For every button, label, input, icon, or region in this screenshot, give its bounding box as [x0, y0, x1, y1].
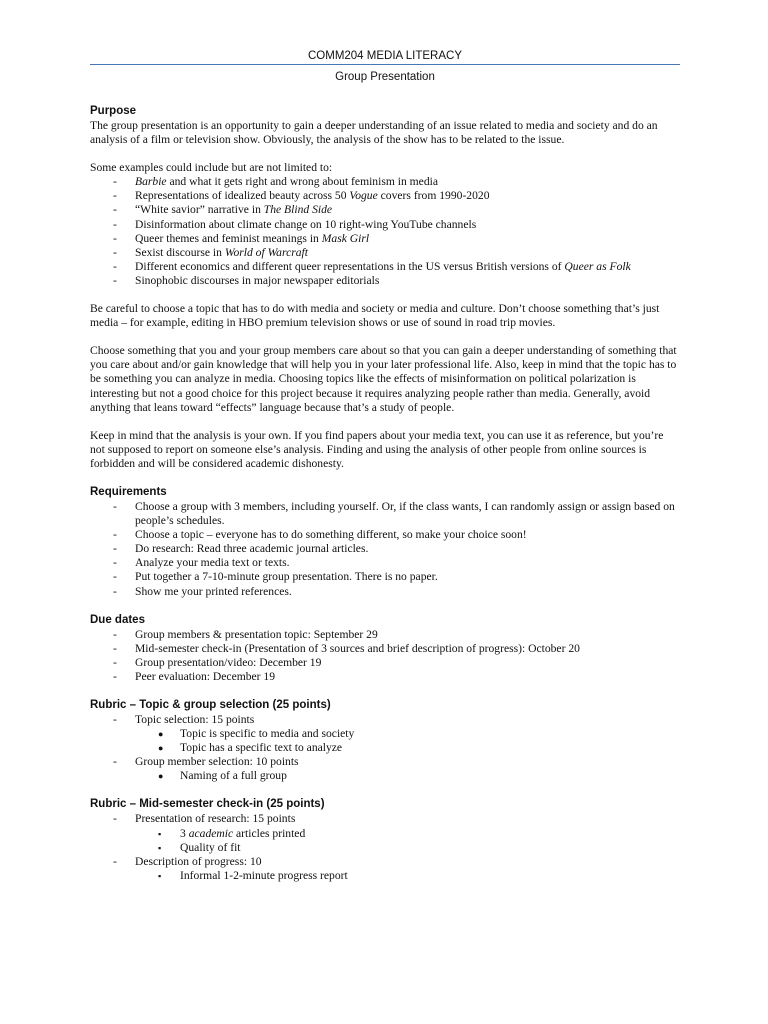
list-item: - Choose a topic – everyone has to do something different, so make your choice soon! — [113, 528, 527, 542]
rubric-midterm-heading: Rubric – Mid-semester check-in (25 points) — [90, 798, 325, 811]
list-item: - Analyze your media text or texts. — [113, 556, 290, 570]
rubric-topic-list — [90, 713, 680, 783]
list-item: - Sexist discourse in World of Warcraft — [113, 245, 308, 259]
due-dates-heading: Due dates — [90, 613, 145, 626]
requirements-list — [90, 500, 680, 599]
list-subitem: ● Topic is specific to media and society — [158, 727, 355, 741]
list-item: - Presentation of research: 15 points — [113, 812, 296, 826]
list-item: - Mid-semester check-in (Presentation of 3 sources and brief description of progress): October 20 — [113, 641, 580, 655]
list-item: - Queer themes and feminist meanings in Mask Girl — [113, 231, 370, 245]
due-dates-list — [90, 628, 680, 684]
list-item: - Barbie and what it gets right and wrong about feminism in media — [113, 175, 438, 189]
list-subitem: ● Topic has a specific text to analyze — [158, 741, 343, 755]
rubric-topic-heading: Rubric – Topic & group selection (25 points) — [90, 699, 331, 711]
rubric-midterm-list — [90, 812, 680, 882]
list-subitem: ▪ Informal 1-2-minute progress report — [158, 868, 348, 882]
list-item: - Different economics and different queer representations in the US versus British versions of Queer as Folk — [113, 259, 631, 273]
document-header — [90, 48, 680, 85]
list-subitem: ▪ 3 academic articles printed — [158, 826, 306, 840]
list-item: - Sinophobic discourses in major newspaper editorials — [113, 273, 380, 287]
list-item: - Show me your printed references. — [113, 584, 292, 598]
purpose-paragraph-1: The group presentation is an opportunity to gain a deeper understanding of an issue related to media and society and do an analysis of a film or television show. Obviously, the analysis of the show has to be related to the issue. — [90, 119, 658, 147]
list-item: - Description of progress: 10 — [113, 854, 262, 868]
list-item: - Do research: Read three academic journal articles. — [113, 542, 369, 556]
purpose-paragraph-4: Keep in mind that the analysis is your own. If you find papers about your media text, you can use it as reference, but you’re not supposed to report on someone else’s analysis. Finding and using the analysis of other people from online sources is forbidden and will be considered academic dishonesty. — [90, 428, 664, 470]
document-body — [90, 104, 680, 883]
list-subitem: ▪ Quality of fit — [158, 840, 241, 854]
list-item: - Put together a 7-10-minute group presentation. There is no paper. — [113, 570, 438, 584]
list-item: - Choose a group with 3 members, including yourself. Or, if the class wants, I can randomly assign or assign based on people’s schedules. — [113, 499, 675, 528]
purpose-paragraph-2: Be careful to choose a topic that has to do with media and society or media and culture. Don’t choose something that’s just media – for example, editing in HBO premium television shows or use of sound in road trip movies. — [90, 302, 660, 330]
header-rule — [90, 64, 680, 65]
list-item: - Topic selection: 15 points — [113, 713, 255, 726]
examples-list — [90, 175, 680, 288]
list-item: - Peer evaluation: December 19 — [113, 669, 276, 683]
list-item: - Group presentation/video: December 19 — [113, 655, 322, 669]
list-item: - Group member selection: 10 points — [113, 755, 299, 769]
requirements-heading: Requirements — [90, 485, 167, 498]
purpose-paragraph-3: Choose something that you and your group members care about so that you can gain a deeper understanding of something that you care about and/or gain knowledge that will help you in your later professional life. Also, keep in mind that the topic has to be something you can analyze in media. Choosing topics like the effects of misinformation on political polarization is interesting but not a good choice for this project because it requires analyzing people rather than media. Generally, avoid anything that leans toward “effects” language because that’s a study of people. — [90, 344, 677, 414]
list-subitem: ● Naming of a full group — [158, 769, 287, 783]
list-item: - Group members & presentation topic: September 29 — [113, 627, 378, 641]
course-title: COMM204 MEDIA LITERACY — [307, 50, 462, 62]
list-item: - Disinformation about climate change on 10 right-wing YouTube channels — [113, 217, 477, 231]
purpose-heading: Purpose — [90, 105, 137, 117]
document-subtitle: Group Presentation — [335, 71, 435, 83]
list-item: - Representations of idealized beauty across 50 Vogue covers from 1990-2020 — [113, 189, 490, 203]
examples-intro: Some examples could include but are not limited to: — [90, 161, 333, 175]
list-item: - “White savior” narrative in The Blind Side — [113, 203, 333, 217]
